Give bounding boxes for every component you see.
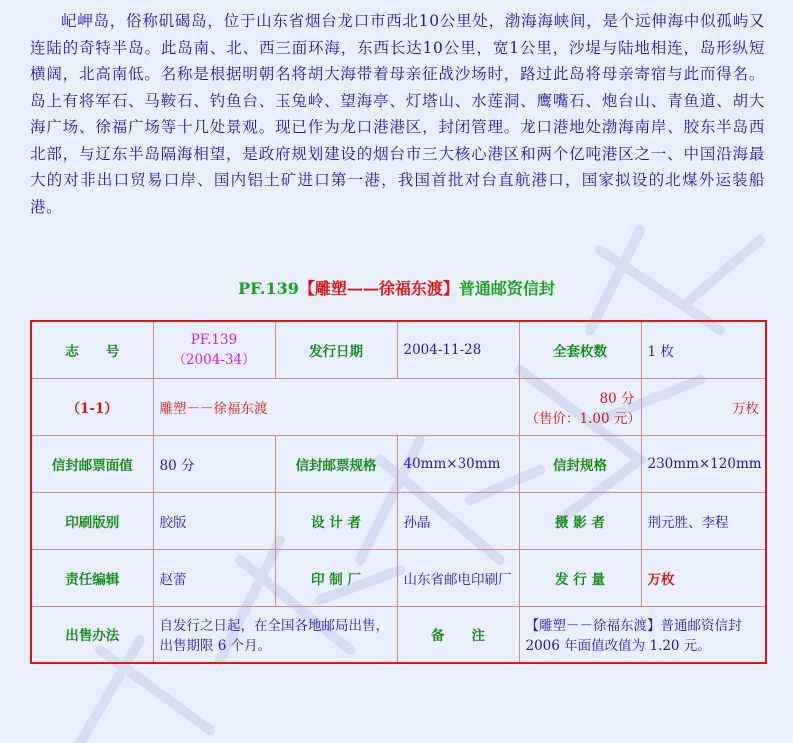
stamp-size: 40mm×30mm [397,435,519,492]
table-row [31,492,766,549]
item-price: （售价：1.00 元） [525,410,641,427]
zhi-year: （2004-34） [172,351,256,368]
item-quantity: 万枚 [641,378,766,435]
item-number: （1-1） [31,378,153,435]
item-face-price [519,378,641,435]
table-row [31,435,766,492]
printer: 山东省邮电印刷厂 [397,549,519,606]
note: 【雕塑－－徐福东渡】普通邮资信封 2006 年面值改值为 1.20 元。 [519,606,766,663]
zhi-value [153,321,275,378]
stamp-value-label: 信封邮票面值 [31,435,153,492]
editor-label: 责任编辑 [31,549,153,606]
item-face: 80 分 [599,390,635,407]
envelope-size: 230mm×120mm [641,435,766,492]
issue-date-label: 发行日期 [275,321,397,378]
photographer: 荆元胜、李程 [641,492,766,549]
issue-volume-label: 发 行 量 [519,549,641,606]
sale-method: 自发行之日起，在全国各地邮局出售，出售期限 6 个月。 [153,606,397,663]
table-row [31,378,766,435]
designer-label: 设 计 者 [275,492,397,549]
sale-method-label: 出售办法 [31,606,153,663]
issue-date-value: 2004-11-28 [397,321,519,378]
title-name: 【雕塑——徐福东渡】 [298,279,459,298]
table-row [31,606,766,663]
stamp-value: 80 分 [153,435,275,492]
stamp-info-table [30,320,767,664]
title-code: PF.139 [238,279,299,298]
intro-paragraph: 屺岬岛，俗称矶碣岛，位于山东省烟台龙口市西北10公里处，渤海海峡间，是个远伸海中似孤屿又连陆的奇特半岛。此岛南、北、西三面环海，东西长达10公里，宽1公里，沙堤与陆地相连，岛形纵短横阔，北高南低。名称是根据明朝名将胡大海带着母亲征战沙场时，路过此岛将母亲寄宿与此而得名。岛上有将军石、马鞍石、钓鱼台、玉兔岭、望海亭、灯塔山、水莲洞、鹰嘴石、炮台山、青鱼道、胡大海广场、徐福广场等十几处景观。现已作为龙口港港区，封闭管理。龙口港地处渤海南岸、胶东半岛西北部，与辽东半岛隔海相望，是政府规划建设的烟台市三大核心港区和两个亿吨港区之一、中国沿海最大的对非出口贸易口岸、国内铝土矿进口第一港，我国首批对台直航港口，国家拟设的北煤外运装船港。 [30,12,765,216]
item-name: 雕塑－－徐福东渡 [153,378,519,435]
print-type: 胶版 [153,492,275,549]
zhi-label: 志 号 [31,321,153,378]
photographer-label: 摄 影 者 [519,492,641,549]
set-count-label: 全套枚数 [519,321,641,378]
printer-label: 印 制 厂 [275,549,397,606]
print-type-label: 印刷版别 [31,492,153,549]
issue-volume: 万枚 [641,549,766,606]
stamp-size-label: 信封邮票规格 [275,435,397,492]
note-label: 备 注 [397,606,519,663]
zhi-code: PF.139 [190,331,238,348]
envelope-size-label: 信封规格 [519,435,641,492]
set-count-value: 1 枚 [641,321,766,378]
title-suffix: 普通邮资信封 [458,279,555,298]
table-row [31,321,766,378]
designer: 孙晶 [397,492,519,549]
table-row [31,549,766,606]
page-title [0,276,793,299]
editor: 赵蕾 [153,549,275,606]
